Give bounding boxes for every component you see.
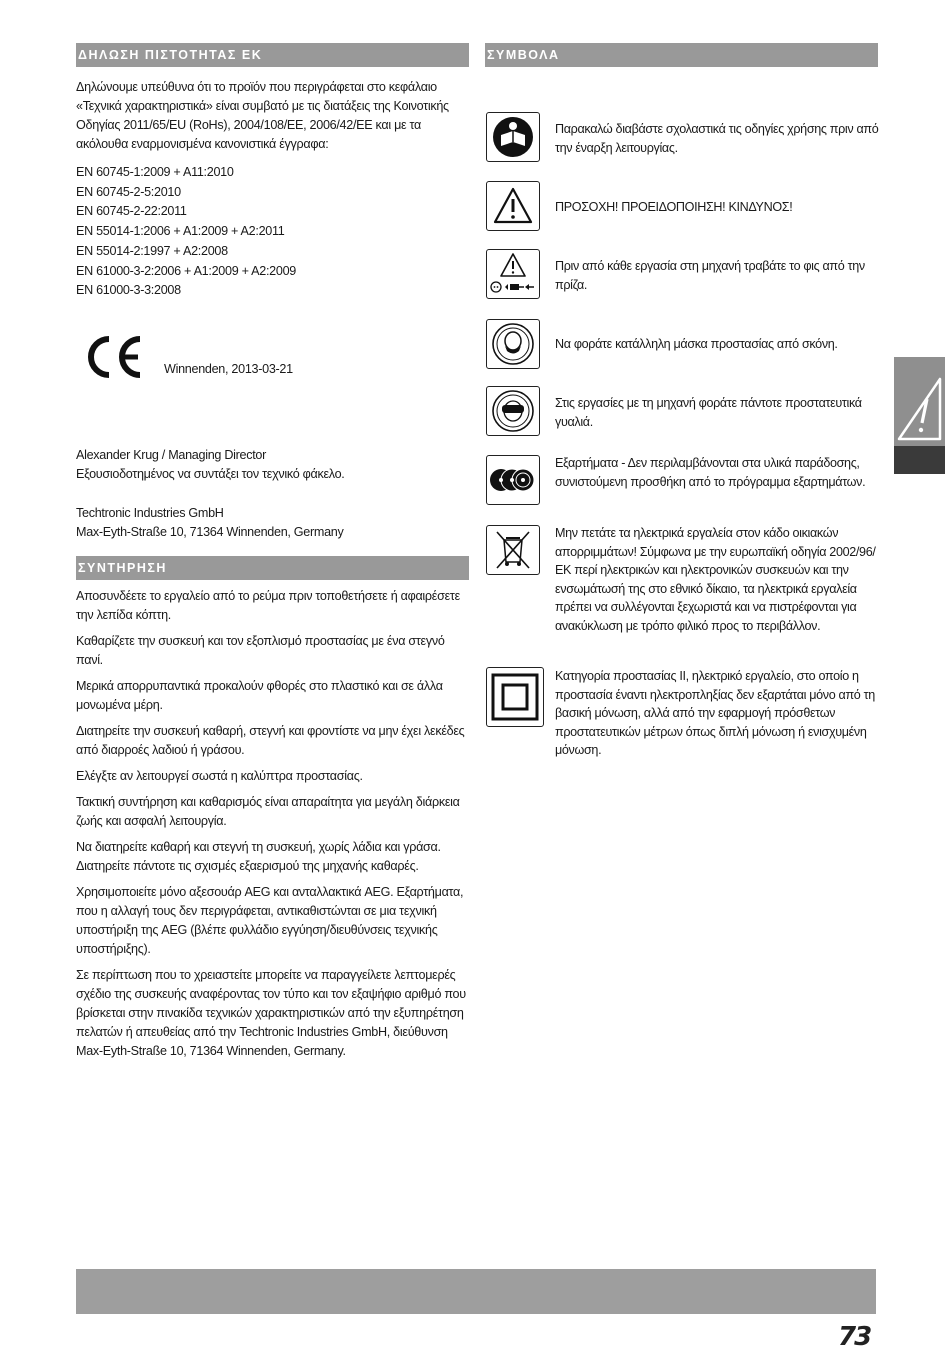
maintenance-paragraph: Τακτική συντήρηση και καθαρισμός είναι απαραίτητα για μεγάλη διάρκεια ζωής και ασφαλή λειτουργία. [76, 794, 460, 828]
company-name: Techtronic Industries GmbH [76, 505, 224, 520]
standard-item: EN 61000-3-2:2006 + A1:2009 + A2:2009 [76, 263, 296, 278]
declaration-header: ΔΗΛΩΣΗ ΠΙΣΤΟΤΗΤΑΣ ΕΚ [76, 43, 469, 67]
side-warning-icon [894, 357, 945, 446]
standard-item: EN 55014-1:2006 + A1:2009 + A2:2011 [76, 224, 285, 239]
maintenance-paragraph: Μερικά απορρυπαντικά προκαλούν φθορές στο πλαστικό και σε άλλα μονωμένα μέρη. [76, 678, 443, 712]
warning-icon [486, 181, 540, 231]
symbol-text: Κατηγορία προστασίας II, ηλεκτρικό εργαλείο, στο οποίο η προστασία έναντι ηλεκτροπληξίας δεν εξαρτάται μόνο από τη βασική μόνωση, αλλά από την εφαρμογή πρόσθετων προστατευτικών μέτρων όπως διπλή μόνωση ή ενισχυμένη μόνωση. [555, 669, 875, 757]
maintenance-header: ΣΥΝΤΗΡΗΣΗ [76, 556, 469, 580]
standards-list [76, 163, 469, 301]
symbol-text: Μην πετάτε τα ηλεκτρικά εργαλεία στον κάδο οικιακών απορριμμάτων! Σύμφωνα με την ευρωπαϊκή οδηγία 2002/96/ΕΚ περί ηλεκτρικών και ηλεκτρονικών συσκευών και την ενσωμάτωσή της στο εθνικό δίκαιο, τα ηλεκτρικά εργαλεία πρέπει να συλλέγονται ξεχωριστά και να πιστρέφονται για ανακύκλωση με τρόπο φιλικό προς το περιβάλλον. [555, 526, 876, 633]
maintenance-body [76, 587, 469, 1061]
symbols-header: ΣΥΜΒΟΛΑ [485, 43, 878, 67]
maintenance-paragraph: Χρησιμοποιείτε μόνο αξεσουάρ AEG και ανταλλακτικά AEG. Εξαρτήματα, που η αλλαγή τους δεν περιγράφεται, αντικαθιστώνται σε μια τεχνική υποστήριξη της AEG (βλέπε φυλλάδιο εγγύηση/διευθύνσεις τεχνικής υποστήριξης). [76, 884, 464, 956]
standard-item: EN 60745-2-5:2010 [76, 184, 181, 199]
maintenance-paragraph: Να διατηρείτε καθαρή και στεγνή τη συσκευή, χωρίς λάδια και γράσα. Διατηρείτε πάντοτε τις σχισμές εξαερισμού της μηχανής καθαρές. [76, 839, 441, 873]
maintenance-paragraph: Αποσυνδέετε το εργαλείο από το ρεύμα πριν τοποθετήσετε ή αφαιρέσετε την λεπίδα κόπτη. [76, 588, 460, 622]
symbol-text: ΠΡΟΣΟΧΗ! ΠΡΟΕΙΔΟΠΟΙΗΣΗ! ΚΙΝΔΥΝΟΣ! [555, 200, 793, 214]
crossed-bin-icon [486, 525, 540, 575]
footer-bar [76, 1269, 876, 1314]
side-tab [894, 357, 945, 474]
unplug-icon [486, 249, 540, 299]
right-column [485, 43, 879, 757]
page-number: 73 [838, 1322, 871, 1352]
symbol-text: Παρακαλώ διαβάστε σχολαστικά τις οδηγίες χρήσης πριν από την έναρξη λειτουργίας. [555, 122, 879, 155]
maintenance-paragraph: Καθαρίζετε την συσκευή και τον εξοπλισμό προστασίας με ένα στεγνό πανί. [76, 633, 445, 667]
standard-item: EN 55014-2:1997 + A2:2008 [76, 243, 228, 258]
maintenance-paragraph: Διατηρείτε την συσκευή καθαρή, στεγνή και φροντίστε να μην έχει λεκέδες από διαρροές λαδιού ή γράσου. [76, 723, 465, 757]
standard-item: EN 61000-3-3:2008 [76, 283, 181, 298]
authorized-note: Εξουσιοδοτημένος να συντάξει τον τεχνικό φάκελο. [76, 466, 345, 481]
symbol-text: Να φοράτε κατάλληλη μάσκα προστασίας από σκόνη. [555, 337, 838, 351]
class-ii-icon [486, 667, 544, 727]
side-tab-panel [894, 357, 945, 446]
ce-mark-icon [82, 335, 144, 379]
ce-row [76, 335, 469, 395]
place-date: Winnenden, 2013-03-21 [164, 361, 293, 376]
maintenance-paragraph: Σε περίπτωση που το χρειαστείτε μπορείτε να παραγγείλετε λεπτομερές σχέδιο της συσκευής αναφέροντας τον τύπο και τον εξαψήφιο αριθμό που βρίσκεται στην πινακίδα τεχνικών χαρακτηριστικών από την εξυπηρέτηση πελατών ή απευθείας από την Techtronic Industries GmbH, διεύθυνση Max-Eyth-Straße 10, 71364 Winnenden, Germany. [76, 967, 466, 1058]
standard-item: EN 60745-1:2009 + A11:2010 [76, 165, 234, 179]
left-column [76, 43, 469, 1061]
declaration-intro: Δηλώνουμε υπεύθυνα ότι το προϊόν που περιγράφεται στο κεφάλαιο «Τεχνικά χαρακτηριστικά» είναι συμβατό με τις διατάξεις της Κοινοτικής Οδηγίας 2011/65/EU (RoHs), 2004/108/EE, 2006/42/EE και με τα ακόλουθα εναρμονισμένα κανονιστικά έγγραφα: [76, 80, 449, 151]
symbol-text: Πριν από κάθε εργασία στη μηχανή τραβάτε το φις από την πρίζα. [555, 259, 865, 292]
maintenance-paragraph: Ελέγξτε αν λειτουργεί σωστά η καλύπτρα προστασίας. [76, 768, 363, 783]
signatory: Alexander Krug / Managing Director [76, 447, 267, 462]
dust-mask-icon [486, 319, 540, 369]
symbol-text: Εξαρτήματα - Δεν περιλαμβάνονται στα υλικά παράδοσης, συνιστούμενη προσθήκη από το πρόγραμμα εξαρτημάτων. [555, 456, 866, 489]
safety-goggles-icon [486, 386, 540, 436]
accessories-icon [486, 455, 540, 505]
symbol-text: Στις εργασίες με τη μηχανή φοράτε πάντοτε προστατευτικά γυαλιά. [555, 396, 862, 429]
company-address: Max-Eyth-Straße 10, 71364 Winnenden, Germany [76, 524, 344, 539]
read-manual-icon [486, 112, 540, 162]
standard-item: EN 60745-2-22:2011 [76, 204, 187, 219]
